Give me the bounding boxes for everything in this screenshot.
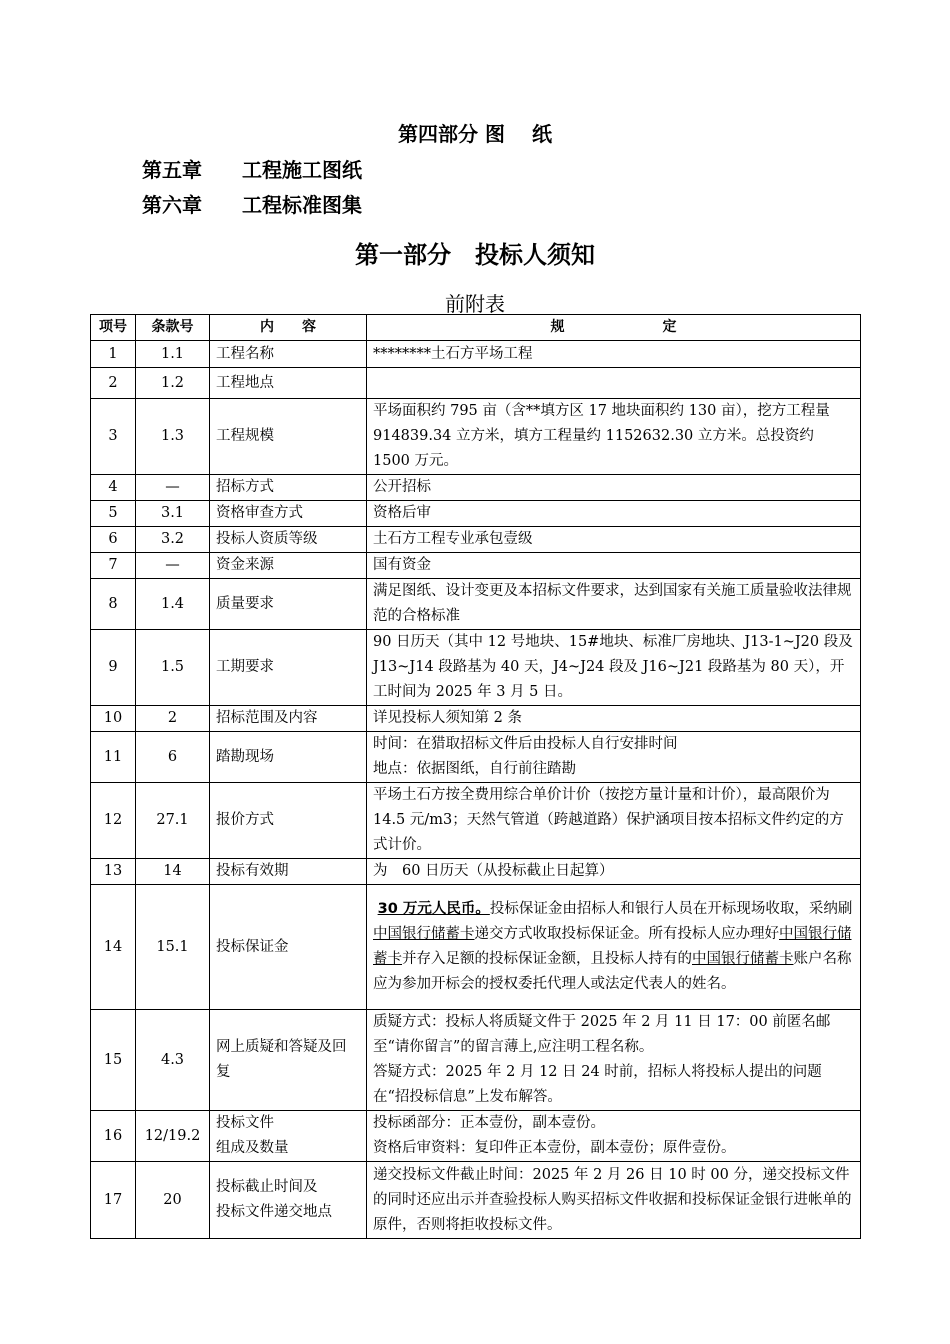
- row-clause: 20: [136, 1162, 210, 1239]
- row-rule: 递交投标文件截止时间：2025 年 2 月 26 日 10 时 00 分，递交投标文件的同时还应出示并查验投标人购买招标文件收据和投标保证金银行进帐单的原件，否则将拒收投标文件。: [367, 1162, 861, 1239]
- row-rule: [367, 732, 861, 783]
- chapter6-number: 第六章: [142, 193, 202, 217]
- row-no: 1: [91, 341, 136, 368]
- chapter5-number: 第五章: [142, 158, 202, 182]
- row-clause: 6: [136, 732, 210, 783]
- row-rule: 公开招标: [367, 475, 861, 501]
- rule-line: 时间：在猎取招标文件后由投标人自行安排时间: [373, 736, 678, 752]
- row-item: 投标保证金: [210, 885, 367, 1010]
- row-item: 工程名称: [210, 341, 367, 368]
- bank-card-term: 中国银行储蓄卡: [373, 926, 475, 942]
- row-clause: 1.3: [136, 399, 210, 475]
- row-item: 资格审查方式: [210, 501, 367, 527]
- row-item: 招标范围及内容: [210, 706, 367, 732]
- row-clause: 1.5: [136, 630, 210, 706]
- chapter5-heading: [142, 154, 362, 183]
- table-header-row: [91, 315, 861, 341]
- table-row: [91, 732, 861, 783]
- row-no: 10: [91, 706, 136, 732]
- row-clause: 4.3: [136, 1010, 210, 1111]
- row-no: 11: [91, 732, 136, 783]
- item-line: 投标文件递交地点: [216, 1204, 332, 1220]
- table-row: [91, 475, 861, 501]
- table-row: [91, 706, 861, 732]
- row-rule: [367, 368, 861, 399]
- table-row: [91, 501, 861, 527]
- table-row: [91, 1162, 861, 1239]
- header-clause: 条款号: [136, 315, 210, 341]
- row-item: 招标方式: [210, 475, 367, 501]
- row-no: 4: [91, 475, 136, 501]
- item-line: 投标文件: [216, 1115, 274, 1131]
- table-row: [91, 341, 861, 368]
- row-item: [210, 1111, 367, 1162]
- row-item: 工期要求: [210, 630, 367, 706]
- row-clause: 2: [136, 706, 210, 732]
- part1-heading: 第一部分 投标人须知: [355, 241, 595, 269]
- table-row: [91, 859, 861, 885]
- row-rule: 满足图纸、设计变更及本招标文件要求，达到国家有关施工质量验收法律规范的合格标准: [367, 579, 861, 630]
- table-row: [91, 1111, 861, 1162]
- row-item: 投标有效期: [210, 859, 367, 885]
- table-row: [91, 579, 861, 630]
- row-rule: [367, 885, 861, 1010]
- row-clause: 3.1: [136, 501, 210, 527]
- header-item: 内 容: [210, 315, 367, 341]
- row-rule: [367, 1010, 861, 1111]
- row-clause: 15.1: [136, 885, 210, 1010]
- row-rule: [367, 1111, 861, 1162]
- deposit-text-2: 递交方式收取投标保证金。所有投标人应办理好: [474, 926, 779, 942]
- table-row: [91, 368, 861, 399]
- row-item: 工程规模: [210, 399, 367, 475]
- row-rule: 90 日历天（其中 12 号地块、15#地块、标准厂房地块、J13-1~J20 段及 J13~J14 段路基为 40 天，J4~J24 段及 J16~J21 段路基为 80 天），开工时间为 2025 年 3 月 5 日。: [367, 630, 861, 706]
- row-rule: 为 60 日历天（从投标截止日起算）: [367, 859, 861, 885]
- row-clause: 1.1: [136, 341, 210, 368]
- row-clause: —: [136, 475, 210, 501]
- row-no: 14: [91, 885, 136, 1010]
- rule-line: 质疑方式：投标人将质疑文件于 2025 年 2 月 11 日 17：00 前匿名邮至“请你留言”的留言薄上,应注明工程名称。: [373, 1014, 831, 1055]
- header-no: 项号: [91, 315, 136, 341]
- table-row: [91, 783, 861, 859]
- row-rule: 平场面积约 795 亩（含**填方区 17 地块面积约 130 亩），挖方工程量 914839.34 立方米，填方工程量约 1152632.30 立方米。总投资约 1500 万元。: [367, 399, 861, 475]
- row-item: 资金来源: [210, 553, 367, 579]
- row-item: 质量要求: [210, 579, 367, 630]
- row-clause: 1.4: [136, 579, 210, 630]
- bid-instructions-table: [90, 314, 861, 1239]
- row-item: 网上质疑和答疑及回复: [210, 1010, 367, 1111]
- row-no: 7: [91, 553, 136, 579]
- row-no: 16: [91, 1111, 136, 1162]
- table-row: [91, 885, 861, 1010]
- row-no: 15: [91, 1010, 136, 1111]
- deposit-amount: 30 万元人民币。: [377, 901, 490, 917]
- bank-card-term: 中国银行储蓄卡: [373, 926, 852, 967]
- row-no: 8: [91, 579, 136, 630]
- row-clause: —: [136, 553, 210, 579]
- row-item: 踏勘现场: [210, 732, 367, 783]
- item-line: 组成及数量: [216, 1140, 289, 1156]
- rule-line: 资格后审资料：复印件正本壹份，副本壹份；原件壹份。: [373, 1140, 736, 1156]
- row-clause: 12/19.2: [136, 1111, 210, 1162]
- row-clause: 3.2: [136, 527, 210, 553]
- row-item: 投标人资质等级: [210, 527, 367, 553]
- rule-line: 答疑方式：2025 年 2 月 12 日 24 时前，招标人将投标人提出的问题在“招投标信息”上发布解答。: [373, 1064, 822, 1105]
- table-row: [91, 527, 861, 553]
- row-rule: 国有资金: [367, 553, 861, 579]
- item-line: 投标截止时间及: [216, 1179, 318, 1195]
- chapter6-heading: [142, 189, 362, 218]
- row-rule: 土石方工程专业承包壹级: [367, 527, 861, 553]
- bank-card-term: 中国银行储蓄卡: [692, 951, 794, 967]
- table-row: [91, 553, 861, 579]
- row-no: 5: [91, 501, 136, 527]
- row-no: 3: [91, 399, 136, 475]
- header-rule: 规 定: [367, 315, 861, 341]
- row-item: 工程地点: [210, 368, 367, 399]
- deposit-text-1: 投标保证金由招标人和银行人员在开标现场收取，采纳刷: [489, 901, 853, 917]
- row-clause: 14: [136, 859, 210, 885]
- row-rule: 详见投标人须知第 2 条: [367, 706, 861, 732]
- row-clause: 27.1: [136, 783, 210, 859]
- row-rule: ********土石方平场工程: [367, 341, 861, 368]
- row-item: 报价方式: [210, 783, 367, 859]
- deposit-text-3: 并存入足额的投标保证金额，且投标人持有的: [402, 951, 692, 967]
- row-no: 12: [91, 783, 136, 859]
- deposit-text-4: 账户名称应为参加开标会的授权委托代理人或法定代表人的姓名。: [373, 951, 852, 992]
- row-no: 2: [91, 368, 136, 399]
- row-no: 17: [91, 1162, 136, 1239]
- chapter6-title: 工程标准图集: [242, 193, 362, 217]
- row-item: [210, 1162, 367, 1239]
- part4-heading: 第四部分 图 纸: [398, 122, 552, 146]
- chapter5-title: 工程施工图纸: [242, 158, 362, 182]
- table-caption: 前附表: [445, 292, 505, 316]
- rule-line: 地点：依据图纸，自行前往踏勘: [373, 761, 576, 777]
- row-rule: 资格后审: [367, 501, 861, 527]
- row-no: 13: [91, 859, 136, 885]
- row-clause: 1.2: [136, 368, 210, 399]
- table-row: [91, 1010, 861, 1111]
- row-no: 6: [91, 527, 136, 553]
- row-rule: 平场土石方按全费用综合单价计价（按挖方量计量和计价），最高限价为 14.5 元/m3；天然气管道（跨越道路）保护涵项目按本招标文件约定的方式计价。: [367, 783, 861, 859]
- table-row: [91, 399, 861, 475]
- rule-line: 投标函部分：正本壹份，副本壹份。: [373, 1115, 605, 1131]
- row-no: 9: [91, 630, 136, 706]
- table-row: [91, 630, 861, 706]
